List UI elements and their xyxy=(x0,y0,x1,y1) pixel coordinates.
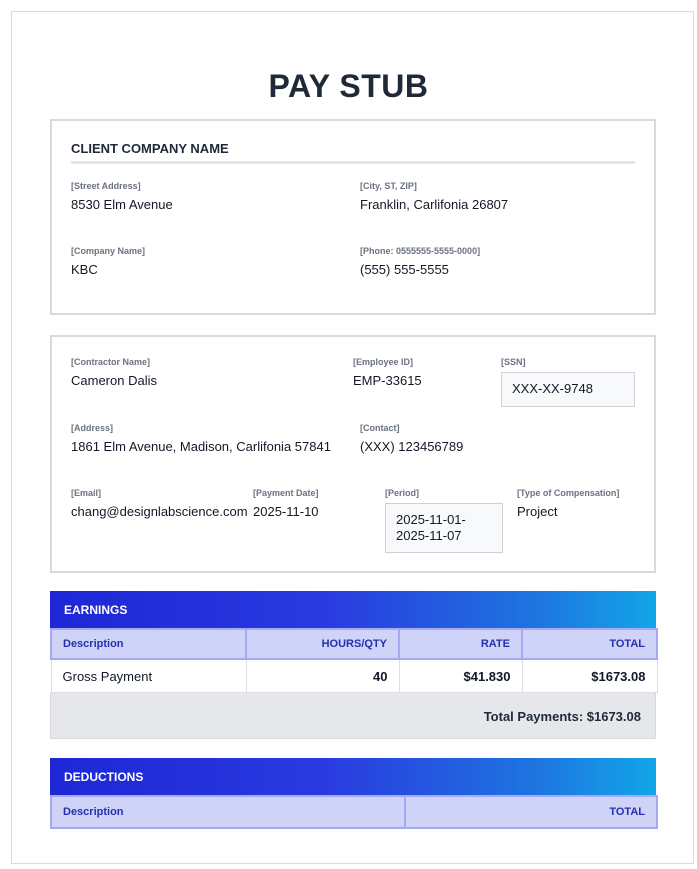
contractor-name-label: [Contractor Name] xyxy=(71,357,151,367)
row-qty: 40 xyxy=(246,659,399,693)
row-description: Gross Payment xyxy=(51,659,246,693)
col-hours-qty: HOURS/QTY xyxy=(246,629,399,659)
period-start: 2025-11-01- xyxy=(396,512,466,527)
page-title: PAY STUB xyxy=(268,68,429,104)
city-label: [City, ST, ZIP] xyxy=(360,181,417,191)
contact-value: (XXX) 123456789 xyxy=(360,439,464,454)
contact-label: [Contact] xyxy=(360,423,400,433)
deductions-header-row xyxy=(51,796,657,828)
payment-date-label: [Payment Date] xyxy=(253,488,319,498)
earnings-header-row xyxy=(51,629,657,659)
city-value: Franklin, Carlifonia 26807 xyxy=(360,197,509,212)
company-name-value: KBC xyxy=(71,262,98,277)
street-address-value: 8530 Elm Avenue xyxy=(71,197,173,212)
earnings-table xyxy=(50,628,658,693)
address-label: [Address] xyxy=(71,423,114,433)
earnings-heading: EARNINGS xyxy=(64,603,128,617)
total-payments-row xyxy=(50,693,656,739)
col-rate: RATE xyxy=(399,629,522,659)
client-divider xyxy=(71,161,635,164)
contractor-name-value: Cameron Dalis xyxy=(71,373,157,388)
client-company-section xyxy=(50,119,656,315)
table-row xyxy=(51,659,657,693)
compensation-type-label: [Type of Compensation] xyxy=(517,488,620,498)
row-rate: $41.830 xyxy=(399,659,522,693)
earnings-header xyxy=(50,591,656,628)
employee-id-value: EMP-33615 xyxy=(353,373,422,388)
phone-value: (555) 555-5555 xyxy=(360,262,449,277)
deductions-heading: DEDUCTIONS xyxy=(64,770,144,784)
phone-label: [Phone: 0555555-5555-0000] xyxy=(360,246,481,256)
total-payments: Total Payments: $1673.08 xyxy=(483,709,641,724)
ssn-label: [SSN] xyxy=(501,357,526,367)
company-name-label: [Company Name] xyxy=(71,246,146,256)
compensation-type-value: Project xyxy=(517,504,558,519)
employee-id-label: [Employee ID] xyxy=(353,357,414,367)
deductions-col-description: Description xyxy=(51,796,405,828)
client-company-name: CLIENT COMPANY NAME xyxy=(71,141,229,156)
deductions-col-total: TOTAL xyxy=(405,796,657,828)
period-field xyxy=(385,503,503,553)
row-total: $1673.08 xyxy=(522,659,657,693)
col-description: Description xyxy=(51,629,246,659)
ssn-field: XXX-XX-9748 xyxy=(501,372,635,407)
contractor-section xyxy=(50,335,656,573)
payment-date-value: 2025-11-10 xyxy=(253,504,319,519)
deductions-table xyxy=(50,795,658,829)
period-label: [Period] xyxy=(385,488,420,498)
street-address-label: [Street Address] xyxy=(71,181,141,191)
email-value: chang@designlabscience.com xyxy=(71,504,248,519)
period-end: 2025-11-07 xyxy=(396,528,462,543)
col-total: TOTAL xyxy=(522,629,657,659)
address-value: 1861 Elm Avenue, Madison, Carlifonia 57841 xyxy=(71,439,331,454)
email-label: [Email] xyxy=(71,488,102,498)
deductions-header xyxy=(50,758,656,795)
